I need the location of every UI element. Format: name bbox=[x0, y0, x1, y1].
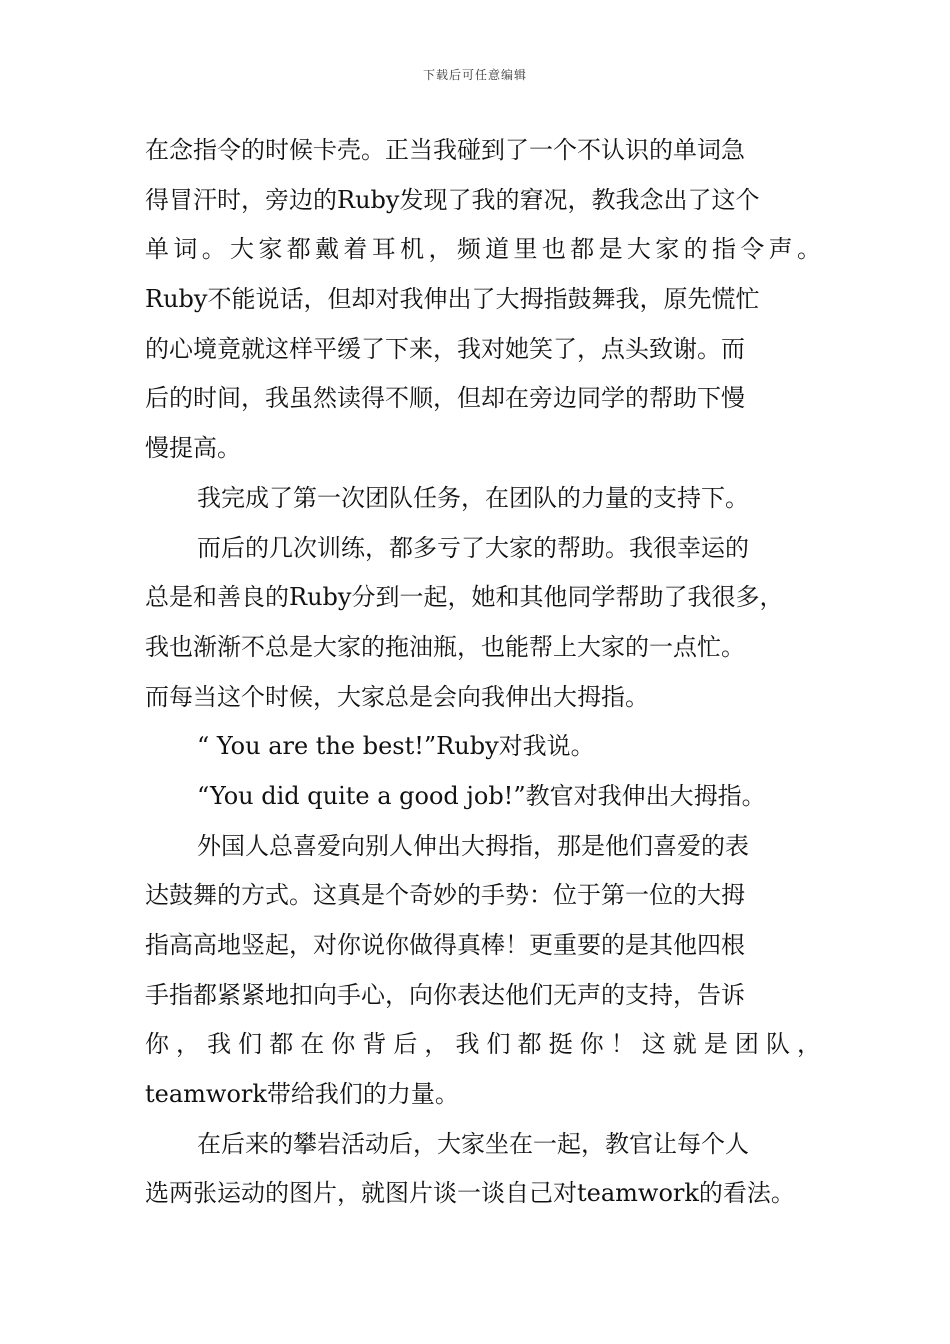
body-text bbox=[145, 126, 821, 1219]
text-line: 达鼓舞的方式。这真是个奇妙的手势：位于第一位的大拇 bbox=[145, 881, 745, 910]
text-line: 后的时间，我虽然读得不顺，但却在旁边同学的帮助下慢 bbox=[145, 384, 745, 413]
text-line: 手指都紧紧地扣向手心，向你表达他们无声的支持，告诉 bbox=[145, 980, 745, 1009]
text-line: 选两张运动的图片，就图片谈一谈自己对teamwork的看法。 bbox=[145, 1179, 795, 1208]
text-line: 得冒汗时，旁边的Ruby发现了我的窘况，教我念出了这个 bbox=[145, 185, 760, 214]
text-line: 在后来的攀岩活动后，大家坐在一起，教官让每个人 bbox=[197, 1129, 749, 1158]
text-line: “ You are the best!”Ruby对我说。 bbox=[197, 732, 595, 761]
text-line: 外国人总喜爱向别人伸出大拇指，那是他们喜爱的表 bbox=[197, 831, 749, 860]
text-line: 单词。大家都戴着耳机，频道里也都是大家的指令声。 bbox=[145, 235, 821, 264]
text-line: 而后的几次训练，都多亏了大家的帮助。我很幸运的 bbox=[197, 533, 749, 562]
text-line: 你，我们都在你背后，我们都挺你！这就是团队， bbox=[145, 1030, 821, 1059]
text-line: 的心境竟就这样平缓了下来，我对她笑了，点头致谢。而 bbox=[145, 334, 745, 363]
page-header: 下载后可任意编辑 bbox=[422, 68, 527, 82]
text-line: “You did quite a good job!”教官对我伸出大拇指。 bbox=[197, 781, 766, 810]
text-line: 而每当这个时候，大家总是会向我伸出大拇指。 bbox=[145, 682, 649, 711]
text-line: 我也渐渐不总是大家的拖油瓶，也能帮上大家的一点忙。 bbox=[145, 632, 745, 661]
text-line: 慢提高。 bbox=[145, 434, 241, 463]
text-line: 我完成了第一次团队任务，在团队的力量的支持下。 bbox=[197, 483, 749, 512]
text-line: 在念指令的时候卡壳。正当我碰到了一个不认识的单词急 bbox=[145, 136, 745, 164]
text-line: 总是和善良的Ruby分到一起，她和其他同学帮助了我很多， bbox=[145, 583, 784, 612]
text-line: 指高高地竖起，对你说你做得真棒！更重要的是其他四根 bbox=[145, 931, 745, 959]
text-line: teamwork带给我们的力量。 bbox=[145, 1080, 459, 1109]
text-line: Ruby不能说话，但却对我伸出了大拇指鼓舞我，原先慌忙 bbox=[145, 285, 760, 314]
